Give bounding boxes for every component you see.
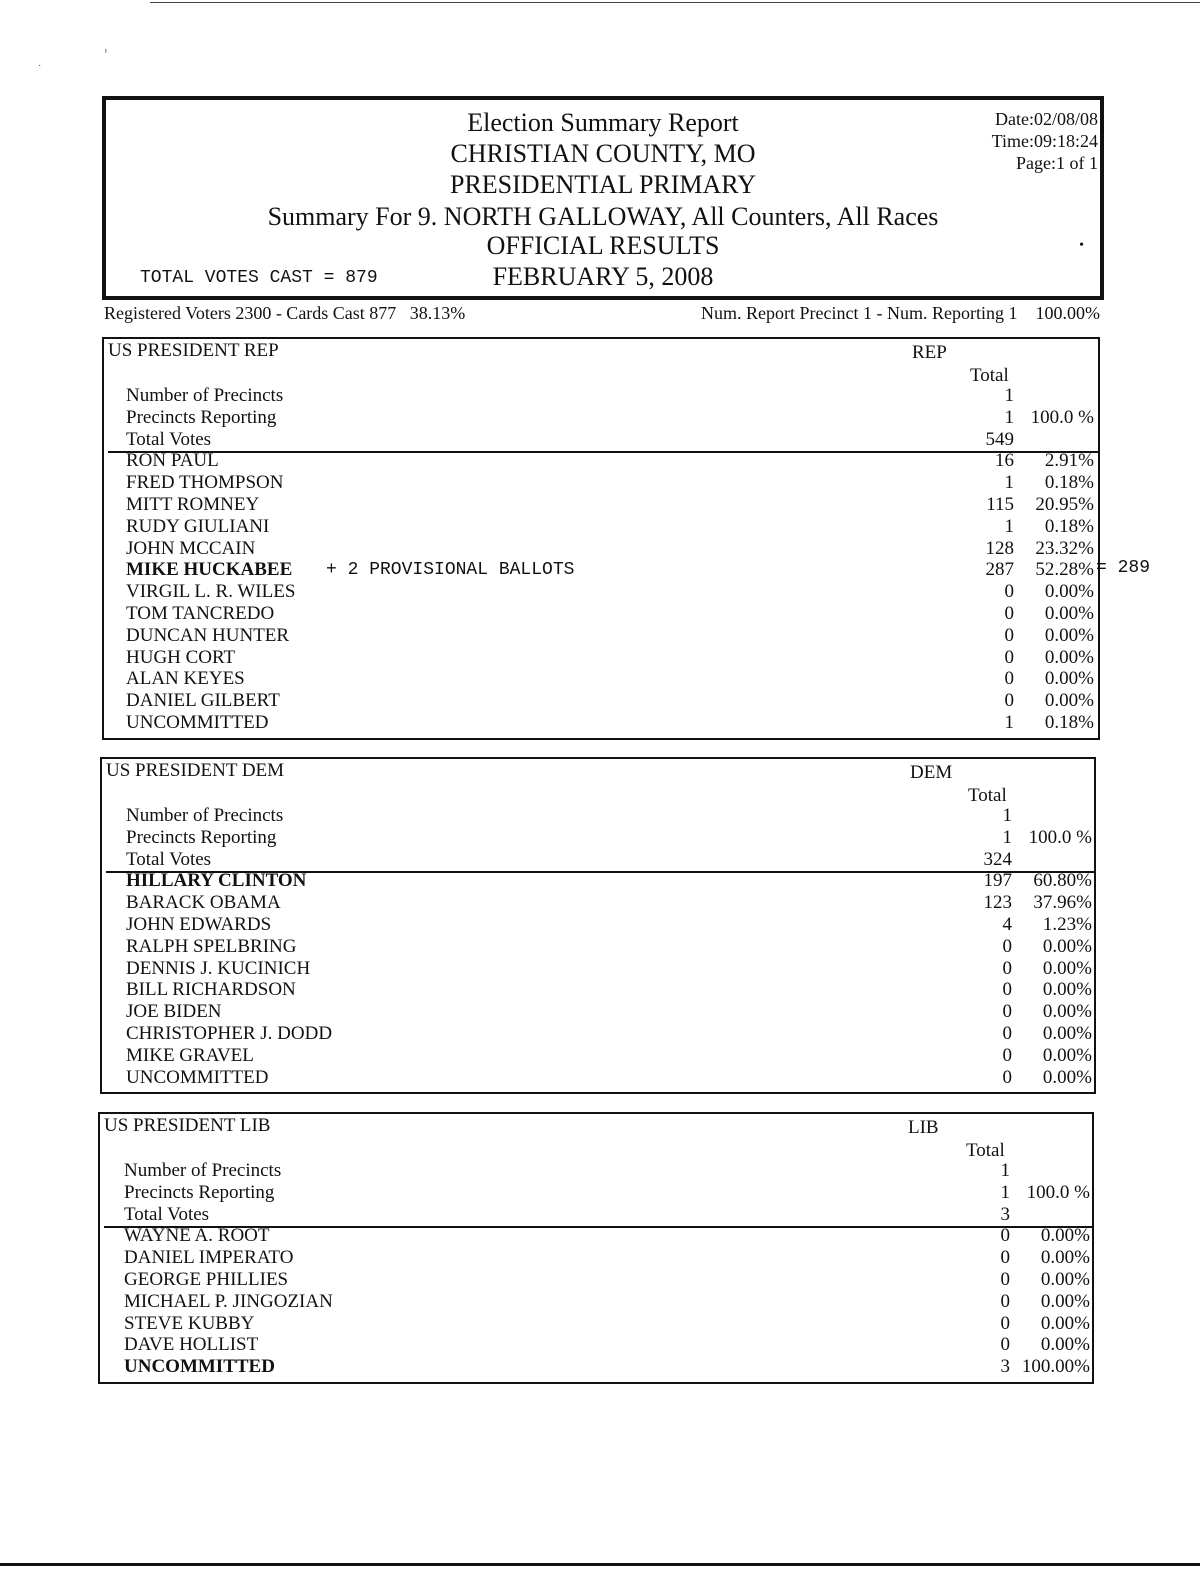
candidate-row-name: HUGH CORT bbox=[126, 646, 236, 668]
candidate-row-name: JOHN MCCAIN bbox=[126, 537, 256, 559]
candidate-row bbox=[104, 668, 1098, 690]
stat-row bbox=[102, 805, 1094, 827]
candidate-row-votes: 0 bbox=[1002, 935, 1012, 957]
candidate-row-name: GEORGE PHILLIES bbox=[124, 1269, 289, 1290]
candidate-row-votes: 0 bbox=[1004, 690, 1014, 712]
candidate-row-votes: 0 bbox=[1002, 979, 1012, 1001]
candidate-row-percent: 1.23% bbox=[1042, 914, 1092, 935]
candidate-row-percent: 37.96% bbox=[1033, 892, 1092, 914]
stat-row bbox=[100, 1182, 1092, 1204]
candidate-row-votes: 0 bbox=[1000, 1290, 1010, 1312]
scan-dot: • bbox=[1079, 238, 1084, 253]
candidate-row bbox=[100, 1356, 1092, 1378]
candidate-row bbox=[104, 647, 1098, 669]
candidate-row-percent: 0.00% bbox=[1042, 1023, 1092, 1044]
candidate-row-percent: 0.00% bbox=[1042, 1001, 1092, 1023]
registered-voters-summary: Registered Voters 2300 - Cards Cast 877 38.13% bbox=[104, 303, 466, 323]
stat-row bbox=[104, 407, 1098, 429]
candidate-row-votes: 0 bbox=[1000, 1225, 1010, 1247]
party-label: DEM bbox=[910, 762, 953, 783]
candidate-row bbox=[102, 1001, 1094, 1023]
candidate-row bbox=[104, 625, 1098, 647]
stat-row-votes: 1 bbox=[1000, 1160, 1010, 1181]
candidate-row-votes: 0 bbox=[1000, 1334, 1010, 1356]
candidate-row-percent: 2.91% bbox=[1044, 450, 1094, 472]
candidate-row-votes: 4 bbox=[1002, 914, 1012, 935]
top-scan-line bbox=[150, 2, 1200, 3]
candidate-row-name: UNCOMMITTED bbox=[126, 712, 269, 733]
candidate-row-name: JOE BIDEN bbox=[126, 1001, 222, 1023]
total-votes-cast: TOTAL VOTES CAST = 879 bbox=[140, 268, 378, 288]
candidate-row bbox=[104, 516, 1098, 538]
candidate-row-name: DANIEL GILBERT bbox=[126, 690, 280, 712]
race-table-rep bbox=[102, 337, 1100, 740]
report-time: Time:09:18:24 bbox=[991, 131, 1098, 151]
stat-row-name: Number of Precincts bbox=[126, 385, 284, 406]
candidate-row-votes: 123 bbox=[983, 892, 1012, 914]
candidate-row-percent: 0.00% bbox=[1040, 1312, 1090, 1334]
candidate-row-name: DUNCAN HUNTER bbox=[126, 624, 290, 646]
candidate-row-name: DAVE HOLLIST bbox=[124, 1334, 259, 1356]
candidate-row-name: WAYNE A. ROOT bbox=[124, 1225, 270, 1247]
bottom-scan-line bbox=[0, 1563, 1200, 1566]
candidate-row bbox=[100, 1313, 1092, 1335]
candidate-row bbox=[104, 581, 1098, 603]
stat-row-percent: 100.0 % bbox=[1030, 406, 1094, 428]
stat-row-name: Precincts Reporting bbox=[126, 826, 277, 848]
candidate-row bbox=[100, 1269, 1092, 1291]
candidate-row-votes: 0 bbox=[1000, 1312, 1010, 1334]
candidate-row-votes: 197 bbox=[983, 870, 1012, 892]
stat-row bbox=[102, 849, 1094, 871]
provisional-note: + 2 PROVISIONAL BALLOTS bbox=[326, 560, 575, 581]
candidate-row-percent: 0.18% bbox=[1044, 515, 1094, 537]
candidate-row bbox=[104, 712, 1098, 734]
candidate-row-name: UNCOMMITTED bbox=[124, 1356, 275, 1378]
stat-row-votes: 549 bbox=[985, 428, 1014, 450]
candidate-row-percent: 20.95% bbox=[1035, 494, 1094, 515]
candidate-row-votes: 3 bbox=[1000, 1356, 1010, 1378]
candidate-row-name: ALAN KEYES bbox=[126, 668, 245, 690]
candidate-row-percent: 0.00% bbox=[1040, 1247, 1090, 1269]
candidate-row bbox=[104, 603, 1098, 625]
candidate-row-votes: 128 bbox=[985, 537, 1014, 559]
total-column-header: Total bbox=[970, 365, 1009, 386]
candidate-row-percent: 52.28% bbox=[1035, 559, 1094, 581]
candidate-row-percent: 23.32% bbox=[1035, 537, 1094, 559]
candidate-row-name: DENNIS J. KUCINICH bbox=[126, 957, 311, 979]
candidate-row bbox=[100, 1247, 1092, 1269]
stat-row bbox=[100, 1160, 1092, 1182]
candidate-row-votes: 0 bbox=[1004, 624, 1014, 646]
scan-speck: ˙ bbox=[38, 64, 42, 75]
candidate-row bbox=[102, 892, 1094, 914]
candidate-row bbox=[100, 1334, 1092, 1356]
candidate-row-votes: 1 bbox=[1004, 712, 1014, 733]
candidate-row-percent: 100.00% bbox=[1021, 1356, 1090, 1378]
scan-speck: ⸯ bbox=[103, 51, 109, 62]
candidate-row-votes: 0 bbox=[1002, 1066, 1012, 1088]
candidate-row-votes: 0 bbox=[1002, 1044, 1012, 1066]
page-number: Page:1 of 1 bbox=[1016, 153, 1098, 173]
stat-row-name: Precincts Reporting bbox=[126, 406, 277, 428]
candidate-row-name: MIKE HUCKABEE bbox=[126, 559, 293, 581]
candidate-row-name: DANIEL IMPERATO bbox=[124, 1247, 294, 1269]
candidate-row-percent: 60.80% bbox=[1033, 870, 1092, 892]
candidate-row-name: RALPH SPELBRING bbox=[126, 935, 297, 957]
candidate-row-votes: 16 bbox=[995, 450, 1014, 472]
candidate-row-votes: 0 bbox=[1002, 1023, 1012, 1044]
stat-row bbox=[100, 1204, 1092, 1226]
candidate-row-percent: 0.00% bbox=[1044, 603, 1094, 624]
candidate-row-name: MICHAEL P. JINGOZIAN bbox=[124, 1290, 333, 1312]
total-column-header: Total bbox=[966, 1140, 1005, 1161]
race-title: US PRESIDENT DEM bbox=[106, 760, 285, 781]
stat-row-name: Total Votes bbox=[124, 1203, 210, 1225]
results-status: OFFICIAL RESULTS bbox=[486, 231, 720, 260]
party-label: REP bbox=[912, 342, 947, 363]
candidate-row bbox=[102, 979, 1094, 1001]
candidate-row-votes: 0 bbox=[1000, 1247, 1010, 1269]
candidate-row-votes: 115 bbox=[986, 494, 1014, 515]
candidate-row-name: TOM TANCREDO bbox=[126, 603, 275, 624]
candidate-row-votes: 0 bbox=[1002, 957, 1012, 979]
race-table-lib bbox=[98, 1112, 1094, 1384]
candidate-row-percent: 0.00% bbox=[1042, 935, 1092, 957]
candidate-row bbox=[102, 914, 1094, 936]
candidate-row-percent: 0.00% bbox=[1044, 690, 1094, 712]
stat-row-votes: 1 bbox=[1002, 805, 1012, 826]
candidate-row bbox=[102, 1045, 1094, 1067]
candidate-row-name: MITT ROMNEY bbox=[126, 494, 260, 515]
report-date: Date:02/08/08 bbox=[995, 109, 1098, 129]
report-header bbox=[102, 96, 1104, 300]
candidate-row-name: JOHN EDWARDS bbox=[126, 914, 272, 935]
candidate-row bbox=[102, 1067, 1094, 1089]
candidate-row bbox=[104, 559, 1098, 581]
stat-row bbox=[102, 827, 1094, 849]
candidate-row-name: FRED THOMPSON bbox=[126, 472, 284, 494]
stat-row-name: Number of Precincts bbox=[124, 1160, 282, 1181]
candidate-row bbox=[104, 450, 1098, 472]
stat-row-votes: 1 bbox=[1002, 826, 1012, 848]
candidate-row bbox=[104, 690, 1098, 712]
report-title: Election Summary Report bbox=[467, 108, 739, 137]
stat-row-name: Number of Precincts bbox=[126, 805, 284, 826]
candidate-row-votes: 1 bbox=[1004, 515, 1014, 537]
candidate-row bbox=[102, 870, 1094, 892]
candidate-row-votes: 1 bbox=[1004, 472, 1014, 494]
candidate-row-percent: 0.00% bbox=[1040, 1290, 1090, 1312]
candidate-row-percent: 0.18% bbox=[1044, 712, 1094, 733]
stat-row-name: Total Votes bbox=[126, 428, 212, 450]
race-title: US PRESIDENT LIB bbox=[104, 1115, 271, 1136]
precinct-reporting-summary: Num. Report Precinct 1 - Num. Reporting 1 100.00% bbox=[701, 303, 1100, 323]
candidate-row-name: HILLARY CLINTON bbox=[126, 870, 307, 892]
adjusted-total: = 289 bbox=[1096, 558, 1151, 579]
race-title: US PRESIDENT REP bbox=[108, 340, 279, 361]
candidate-row-votes: 0 bbox=[1004, 646, 1014, 668]
candidate-row-percent: 0.00% bbox=[1044, 624, 1094, 646]
candidate-row-percent: 0.00% bbox=[1044, 581, 1094, 603]
precinct-summary: Summary For 9. NORTH GALLOWAY, All Counters, All Races bbox=[267, 202, 939, 231]
candidate-row-votes: 0 bbox=[1004, 668, 1014, 690]
candidate-row-name: RUDY GIULIANI bbox=[126, 515, 270, 537]
candidate-row bbox=[102, 936, 1094, 958]
candidate-row-name: STEVE KUBBY bbox=[124, 1312, 255, 1334]
candidate-row-percent: 0.18% bbox=[1044, 472, 1094, 494]
candidate-row-votes: 0 bbox=[1000, 1269, 1010, 1290]
stat-row-name: Total Votes bbox=[126, 848, 212, 870]
candidate-row-percent: 0.00% bbox=[1044, 668, 1094, 690]
candidate-row-percent: 0.00% bbox=[1042, 957, 1092, 979]
candidate-row-name: UNCOMMITTED bbox=[126, 1066, 269, 1088]
candidate-row-name: RON PAUL bbox=[126, 450, 219, 472]
candidate-row bbox=[102, 1023, 1094, 1045]
candidate-row-percent: 0.00% bbox=[1042, 1044, 1092, 1066]
candidate-row-percent: 0.00% bbox=[1042, 1066, 1092, 1088]
candidate-row-percent: 0.00% bbox=[1040, 1269, 1090, 1290]
candidate-row-votes: 0 bbox=[1002, 1001, 1012, 1023]
candidate-row-name: BILL RICHARDSON bbox=[126, 979, 296, 1001]
stat-row-percent: 100.0 % bbox=[1026, 1181, 1090, 1203]
stat-row-name: Precincts Reporting bbox=[124, 1181, 275, 1203]
candidate-row-percent: 0.00% bbox=[1040, 1334, 1090, 1356]
election-date: FEBRUARY 5, 2008 bbox=[492, 262, 714, 291]
election-name: PRESIDENTIAL PRIMARY bbox=[449, 170, 756, 199]
stat-row bbox=[104, 429, 1098, 451]
candidate-row-percent: 0.00% bbox=[1044, 646, 1094, 668]
candidate-row-name: VIRGIL L. R. WILES bbox=[126, 581, 296, 603]
candidate-row-name: BARACK OBAMA bbox=[126, 892, 281, 914]
stat-row-votes: 1 bbox=[1004, 406, 1014, 428]
party-label: LIB bbox=[908, 1117, 939, 1138]
stat-row-votes: 1 bbox=[1004, 385, 1014, 406]
candidate-row-name: MIKE GRAVEL bbox=[126, 1044, 254, 1066]
candidate-row bbox=[100, 1291, 1092, 1313]
total-column-header: Total bbox=[968, 785, 1007, 806]
candidate-row bbox=[104, 472, 1098, 494]
candidate-row-percent: 0.00% bbox=[1040, 1225, 1090, 1247]
race-table-dem bbox=[100, 757, 1096, 1094]
stat-row-votes: 3 bbox=[1000, 1203, 1010, 1225]
stat-row-votes: 324 bbox=[983, 848, 1012, 870]
stat-row bbox=[104, 385, 1098, 407]
candidate-row bbox=[100, 1225, 1092, 1247]
candidate-row bbox=[104, 538, 1098, 560]
candidate-row-votes: 287 bbox=[985, 559, 1014, 581]
candidate-row bbox=[102, 958, 1094, 980]
stat-row-percent: 100.0 % bbox=[1028, 826, 1092, 848]
county-name: CHRISTIAN COUNTY, MO bbox=[450, 139, 756, 168]
candidate-row-percent: 0.00% bbox=[1042, 979, 1092, 1001]
stat-row-votes: 1 bbox=[1000, 1181, 1010, 1203]
candidate-row-votes: 0 bbox=[1004, 581, 1014, 603]
candidate-row bbox=[104, 494, 1098, 516]
candidate-row-votes: 0 bbox=[1004, 603, 1014, 624]
candidate-row-name: CHRISTOPHER J. DODD bbox=[126, 1023, 333, 1044]
